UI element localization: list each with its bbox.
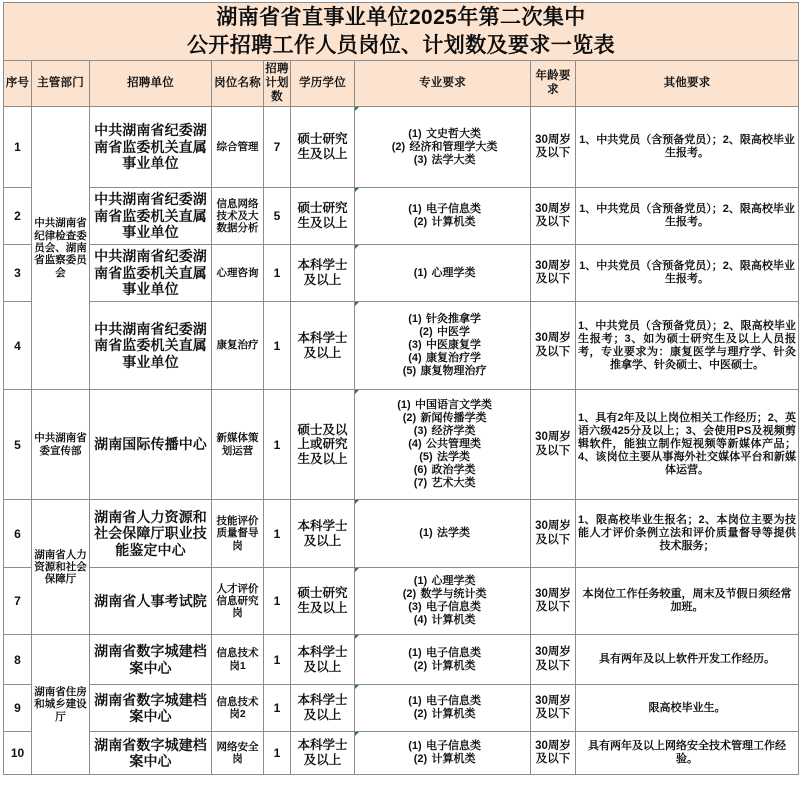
cell-education: 本科学士及以上 — [291, 245, 355, 302]
cell-post-name: 信息技术岗2 — [212, 685, 264, 732]
cell-post-name: 技能评价质量督导岗 — [212, 500, 264, 568]
major-item-number: (1) — [419, 527, 433, 540]
column-header-dept: 主管部门 — [32, 61, 90, 107]
cell-other-requirement — [576, 685, 799, 732]
major-item-text: 计算机类 — [431, 614, 476, 627]
cell-education: 本科学士及以上 — [291, 302, 355, 390]
major-item-number: (3) — [408, 601, 422, 614]
major-list-item — [357, 267, 528, 280]
major-list-item — [357, 203, 528, 216]
other-requirement-text: 具有两年及以上软件开发工作经历。 — [599, 653, 775, 666]
cell-education: 硕士研究生及以上 — [291, 107, 355, 188]
cell-post-name: 人才评价信息研究岗 — [212, 568, 264, 635]
cell-education: 硕士研究生及以上 — [291, 568, 355, 635]
cell-plan-count: 1 — [264, 500, 291, 568]
major-list-item — [357, 588, 528, 601]
title-line-1: 湖南省省直事业单位2025年第二次集中 — [216, 6, 586, 29]
major-list-item — [357, 477, 528, 490]
cell-education: 本科学士及以上 — [291, 635, 355, 685]
major-list — [357, 128, 528, 167]
major-list-item — [357, 575, 528, 588]
cell-plan-count: 1 — [264, 685, 291, 732]
cell-recruiting-unit: 中共湖南省纪委湖南省监委机关直属事业单位 — [90, 302, 212, 390]
major-item-text: 心理学类 — [431, 266, 476, 279]
cell-age-requirement: 30周岁及以下 — [531, 390, 576, 500]
major-item-text: 中国语言文学类 — [415, 399, 492, 412]
major-item-text: 电子信息类 — [426, 740, 481, 753]
cell-department: 中共湖南省委宣传部 — [32, 390, 90, 500]
column-header-plan: 招聘计划数 — [264, 61, 291, 107]
major-item-text: 新闻传播学类 — [420, 412, 487, 425]
major-item-number: (1) — [413, 266, 428, 279]
major-item-number: (1) — [408, 695, 422, 708]
cell-post-name: 信息网络技术及大数据分析 — [212, 188, 264, 245]
major-list-item — [357, 128, 528, 141]
other-requirement-text: 1、中共党员（含预备党员）；2、限高校毕业生报考。 — [579, 134, 795, 160]
other-requirement-text: 限高校毕业生。 — [648, 701, 726, 714]
cell-plan-count: 1 — [264, 732, 291, 775]
major-item-text: 公共管理类 — [426, 438, 481, 451]
cell-other-requirement — [576, 635, 799, 685]
cell-major-requirement — [355, 568, 531, 635]
major-list-item — [357, 695, 528, 708]
major-item-number: (2) — [402, 412, 417, 425]
major-item-number: (6) — [413, 464, 428, 477]
recruitment-table — [3, 2, 799, 775]
table-row — [4, 390, 799, 500]
major-list-item — [357, 614, 528, 627]
major-item-number: (3) — [413, 425, 428, 438]
other-requirement-text: 1、中共党员（含预备党员）；2、限高校毕业生报考。 — [579, 203, 795, 229]
major-item-text: 计算机类 — [431, 659, 476, 672]
column-header-unit: 招聘单位 — [90, 61, 212, 107]
major-item-number: (7) — [413, 477, 428, 490]
cell-major-requirement — [355, 390, 531, 500]
column-header-major: 专业要求 — [355, 61, 531, 107]
major-item-text: 政治学类 — [431, 464, 476, 477]
major-list-item — [357, 527, 528, 540]
major-list-item — [357, 464, 528, 477]
cell-post-name: 新媒体策划运营 — [212, 390, 264, 500]
major-list — [357, 267, 528, 280]
major-list-item — [357, 365, 528, 378]
cell-index: 5 — [4, 390, 32, 500]
major-item-text: 电子信息类 — [426, 601, 481, 614]
major-list-item — [357, 425, 528, 438]
major-item-text: 康复物理治疗 — [420, 365, 487, 378]
cell-index: 4 — [4, 302, 32, 390]
major-item-text: 法学大类 — [431, 153, 476, 166]
cell-recruiting-unit: 中共湖南省纪委湖南省监委机关直属事业单位 — [90, 188, 212, 245]
table-row — [4, 500, 799, 568]
cell-major-requirement — [355, 188, 531, 245]
major-item-text: 中医学 — [437, 326, 470, 339]
major-item-text: 计算机类 — [431, 753, 476, 766]
major-item-text: 电子信息类 — [426, 203, 481, 216]
major-list — [357, 695, 528, 721]
column-header-edu: 学历学位 — [291, 61, 355, 107]
cell-major-requirement — [355, 302, 531, 390]
title-row — [4, 3, 799, 61]
cell-major-requirement — [355, 500, 531, 568]
major-list — [357, 575, 528, 627]
other-requirement-text: 1、中共党员（含预备党员）；2、限高校毕业生报考；3、如为硕士研究生及以上人员报考，专业要求为：康复医学与理疗学、针灸推拿学、针灸硕士、中医硕士。 — [578, 319, 797, 371]
cell-index: 1 — [4, 107, 32, 188]
cell-recruiting-unit: 中共湖南省纪委湖南省监委机关直属事业单位 — [90, 245, 212, 302]
major-item-number: (2) — [413, 216, 428, 229]
other-requirement-text: 1、限高校毕业生报名；2、本岗位主要为技能人才评价条例立法和评价质量督导等提供技术服务； — [578, 514, 797, 553]
major-list-item — [357, 339, 528, 352]
cell-age-requirement: 30周岁及以下 — [531, 568, 576, 635]
major-item-number: (2) — [413, 659, 428, 672]
major-list-item — [357, 412, 528, 425]
major-item-number: (5) — [402, 365, 417, 378]
cell-index: 8 — [4, 635, 32, 685]
cell-age-requirement: 30周岁及以下 — [531, 685, 576, 732]
cell-major-requirement — [355, 107, 531, 188]
major-list-item — [357, 660, 528, 673]
major-item-text: 法学类 — [437, 527, 470, 540]
cell-age-requirement: 30周岁及以下 — [531, 732, 576, 775]
major-item-number: (1) — [408, 646, 422, 659]
major-item-number: (4) — [408, 438, 422, 451]
major-list-item — [357, 216, 528, 229]
major-list-item — [357, 399, 528, 412]
major-list — [357, 527, 528, 540]
major-item-number: (1) — [413, 575, 428, 588]
cell-other-requirement — [576, 302, 799, 390]
other-requirement-text: 本岗位工作任务较重，周末及节假日须经常加班。 — [582, 588, 792, 614]
major-list-item — [357, 141, 528, 154]
table-row — [4, 188, 799, 245]
cell-major-requirement — [355, 685, 531, 732]
cell-age-requirement: 30周岁及以下 — [531, 302, 576, 390]
page-title — [4, 3, 799, 61]
cell-education: 硕士及以上或研究生及以上 — [291, 390, 355, 500]
major-item-text: 心理学类 — [431, 575, 476, 588]
major-list-item — [357, 708, 528, 721]
cell-other-requirement — [576, 188, 799, 245]
cell-education: 本科学士及以上 — [291, 685, 355, 732]
cell-major-requirement — [355, 245, 531, 302]
major-list — [357, 647, 528, 673]
major-list-item — [357, 647, 528, 660]
cell-recruiting-unit: 中共湖南省纪委湖南省监委机关直属事业单位 — [90, 107, 212, 188]
cell-plan-count: 1 — [264, 568, 291, 635]
major-item-text: 计算机类 — [431, 216, 476, 229]
cell-department: 中共湖南省纪律检查委员会、湖南省监察委员会 — [32, 107, 90, 390]
major-list-item — [357, 451, 528, 464]
major-item-number: (1) — [408, 203, 422, 216]
major-item-number: (1) — [408, 127, 422, 140]
major-item-text: 数学与统计类 — [420, 588, 487, 601]
cell-post-name: 心理咨询 — [212, 245, 264, 302]
cell-plan-count: 1 — [264, 302, 291, 390]
column-header-other: 其他要求 — [576, 61, 799, 107]
cell-major-requirement — [355, 635, 531, 685]
cell-other-requirement — [576, 390, 799, 500]
other-requirement-text: 具有两年及以上网络安全技术管理工作经验。 — [588, 740, 786, 766]
cell-index: 3 — [4, 245, 32, 302]
major-item-text: 针灸推拿学 — [426, 313, 481, 326]
cell-index: 2 — [4, 188, 32, 245]
cell-post-name: 信息技术岗1 — [212, 635, 264, 685]
cell-plan-count: 1 — [264, 390, 291, 500]
major-item-number: (2) — [413, 753, 428, 766]
cell-department: 湖南省住房和城乡建设厅 — [32, 635, 90, 775]
other-requirement-text: 1、中共党员（含预备党员）；2、限高校毕业生报考。 — [579, 260, 795, 286]
major-item-number: (5) — [419, 451, 433, 464]
cell-education: 硕士研究生及以上 — [291, 188, 355, 245]
major-list-item — [357, 154, 528, 167]
major-item-text: 法学类 — [437, 451, 470, 464]
major-item-number: (2) — [413, 708, 428, 721]
column-header-age: 年龄要求 — [531, 61, 576, 107]
cell-age-requirement: 30周岁及以下 — [531, 188, 576, 245]
cell-index: 7 — [4, 568, 32, 635]
major-list-item — [357, 740, 528, 753]
cell-other-requirement — [576, 245, 799, 302]
major-item-text: 计算机类 — [431, 708, 476, 721]
title-line-2: 公开招聘工作人员岗位、计划数及要求一览表 — [187, 33, 615, 57]
cell-education: 本科学士及以上 — [291, 732, 355, 775]
other-requirement-text: 1、具有2年及以上岗位相关工作经历；2、英语六级425分及以上；3、会使用PS及视频剪辑软件，能独立制作短视频等新媒体产品；4、该岗位主要从事海外社交媒体平台和新媒体运营。 — [578, 412, 797, 477]
cell-recruiting-unit: 湖南省人事考试院 — [90, 568, 212, 635]
major-item-number: (1) — [408, 740, 422, 753]
major-item-number: (3) — [413, 153, 428, 166]
cell-index: 10 — [4, 732, 32, 775]
major-item-number: (4) — [408, 352, 422, 365]
major-item-number: (3) — [408, 339, 422, 352]
cell-recruiting-unit: 湖南省人力资源和社会保障厅职业技能鉴定中心 — [90, 500, 212, 568]
cell-age-requirement: 30周岁及以下 — [531, 107, 576, 188]
table-body — [4, 3, 799, 775]
cell-other-requirement — [576, 568, 799, 635]
cell-other-requirement — [576, 500, 799, 568]
table-row — [4, 302, 799, 390]
cell-recruiting-unit: 湖南省数字城建档案中心 — [90, 685, 212, 732]
cell-plan-count: 5 — [264, 188, 291, 245]
major-item-text: 文史哲大类 — [426, 127, 481, 140]
cell-index: 6 — [4, 500, 32, 568]
cell-department: 湖南省人力资源和社会保障厅 — [32, 500, 90, 635]
table-row — [4, 685, 799, 732]
table-row — [4, 245, 799, 302]
cell-plan-count: 1 — [264, 635, 291, 685]
cell-recruiting-unit: 湖南省数字城建档案中心 — [90, 732, 212, 775]
major-list-item — [357, 313, 528, 326]
major-item-number: (1) — [397, 399, 411, 412]
major-list-item — [357, 326, 528, 339]
column-header-post: 岗位名称 — [212, 61, 264, 107]
table-row — [4, 107, 799, 188]
cell-post-name: 康复治疗 — [212, 302, 264, 390]
major-item-text: 电子信息类 — [426, 695, 481, 708]
column-header-idx: 序号 — [4, 61, 32, 107]
major-list — [357, 740, 528, 766]
cell-education: 本科学士及以上 — [291, 500, 355, 568]
major-list-item — [357, 438, 528, 451]
cell-recruiting-unit: 湖南省数字城建档案中心 — [90, 635, 212, 685]
cell-age-requirement: 30周岁及以下 — [531, 245, 576, 302]
major-item-number: (2) — [391, 140, 406, 153]
cell-age-requirement: 30周岁及以下 — [531, 500, 576, 568]
major-list-item — [357, 753, 528, 766]
major-list — [357, 399, 528, 490]
major-list — [357, 313, 528, 378]
cell-other-requirement — [576, 107, 799, 188]
major-list-item — [357, 352, 528, 365]
cell-post-name: 综合管理 — [212, 107, 264, 188]
cell-major-requirement — [355, 732, 531, 775]
major-item-text: 中医康复学 — [426, 339, 481, 352]
cell-index: 9 — [4, 685, 32, 732]
table-row — [4, 732, 799, 775]
major-list-item — [357, 601, 528, 614]
major-item-number: (4) — [413, 614, 428, 627]
major-item-text: 经济和管理学大类 — [409, 140, 498, 153]
major-item-text: 康复治疗学 — [426, 352, 481, 365]
major-item-text: 经济学类 — [431, 425, 476, 438]
major-item-text: 电子信息类 — [426, 646, 481, 659]
table-row — [4, 568, 799, 635]
column-header-row — [4, 61, 799, 107]
cell-post-name: 网络安全岗 — [212, 732, 264, 775]
major-item-number: (2) — [419, 326, 433, 339]
cell-recruiting-unit: 湖南国际传播中心 — [90, 390, 212, 500]
cell-age-requirement: 30周岁及以下 — [531, 635, 576, 685]
cell-plan-count: 1 — [264, 245, 291, 302]
major-item-text: 艺术大类 — [431, 477, 476, 490]
cell-other-requirement — [576, 732, 799, 775]
major-item-number: (1) — [408, 313, 422, 326]
major-item-number: (2) — [402, 588, 417, 601]
table-row — [4, 635, 799, 685]
cell-plan-count: 7 — [264, 107, 291, 188]
major-list — [357, 203, 528, 229]
